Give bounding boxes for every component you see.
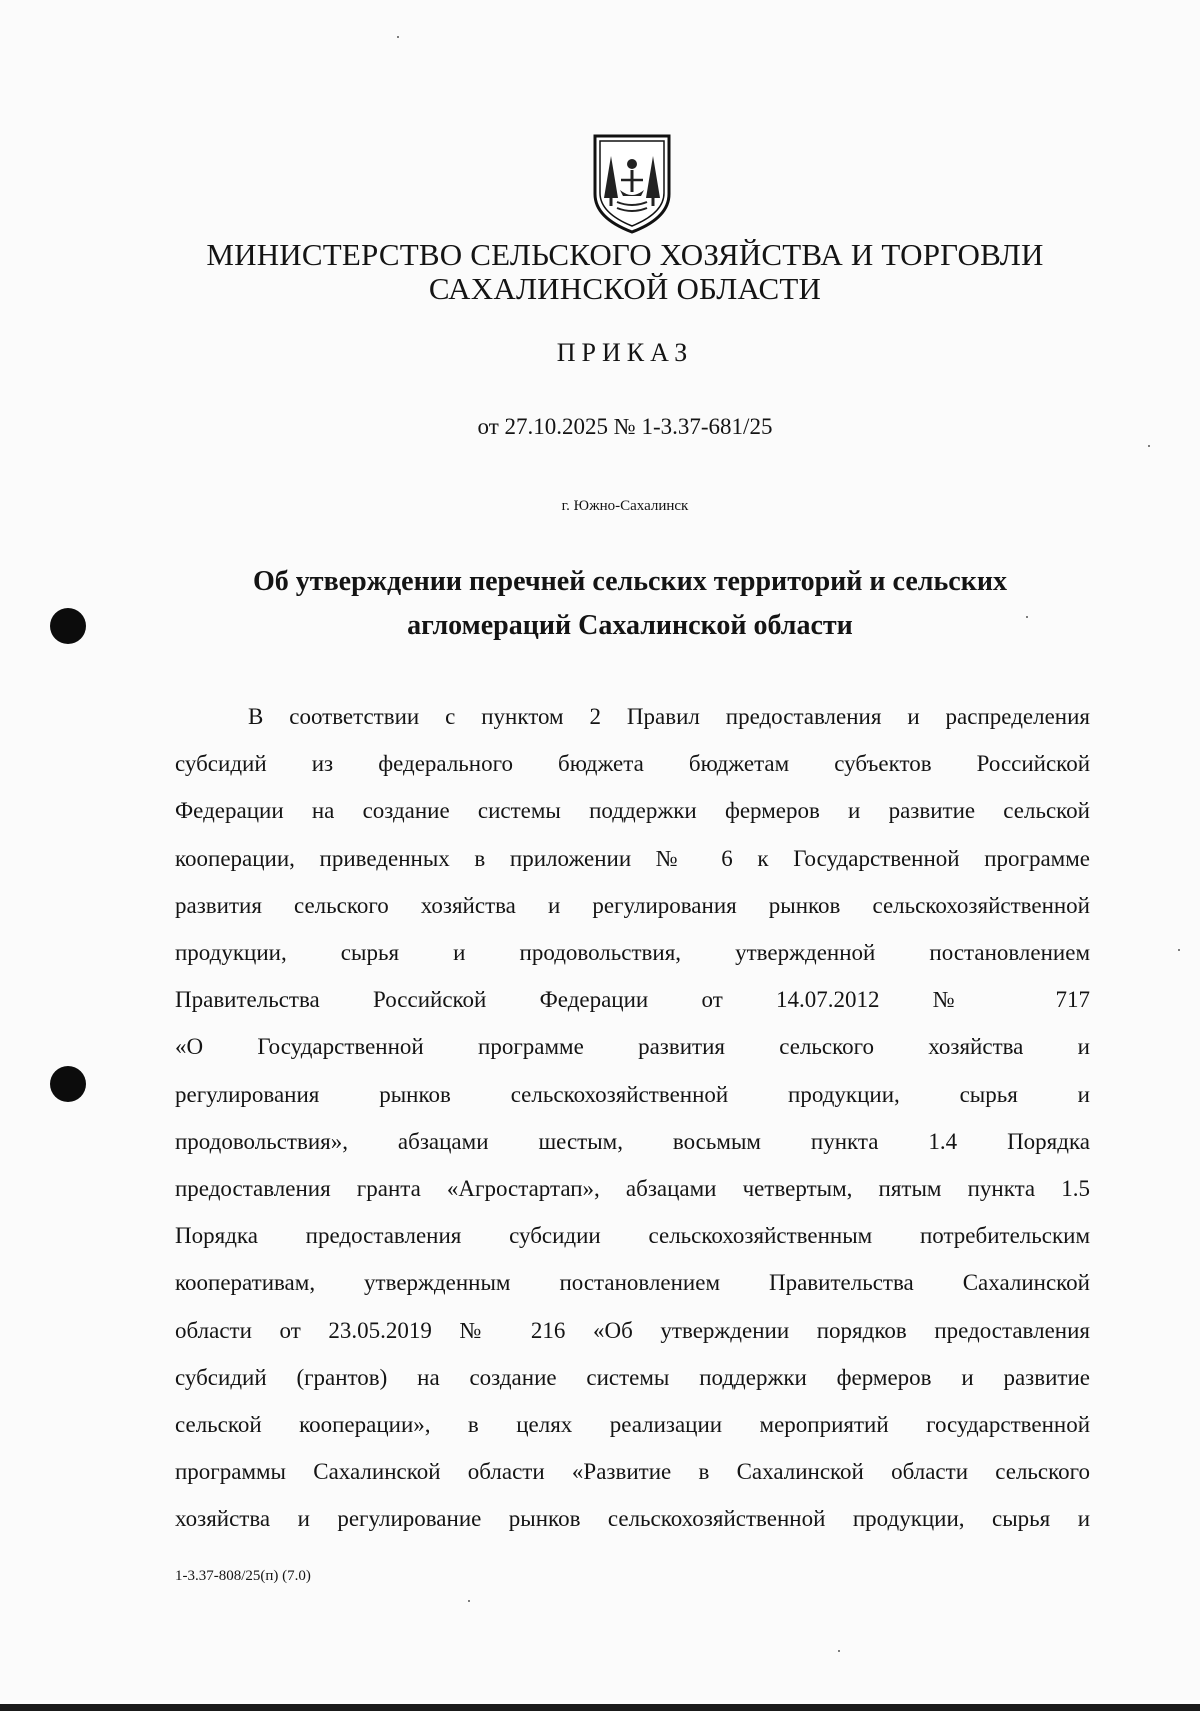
body-line: кооперации, приведенных в приложении № 6 к Государственной программе bbox=[175, 845, 1090, 871]
document-type: ПРИКАЗ bbox=[556, 338, 694, 367]
body-line: продукции, сырья и продовольствия, утвержденной постановлением bbox=[175, 940, 1090, 966]
body-line: Порядка предоставления субсидии сельскохозяйственным потребительским bbox=[175, 1223, 1090, 1249]
city: г. Южно-Сахалинск bbox=[561, 498, 689, 514]
body-line: В соответствии с пунктом 2 Правил предоставления и распределения bbox=[248, 704, 1090, 729]
scan-speck bbox=[838, 1650, 840, 1652]
order-number: от 27.10.2025 № 1-3.37-681/25 bbox=[477, 414, 773, 439]
ministry-line-1: МИНИСТЕРСТВО СЕЛЬСКОГО ХОЗЯЙСТВА И ТОРГОВЛИ bbox=[206, 237, 1044, 272]
body-paragraph bbox=[175, 693, 1090, 1543]
body-line: «О Государственной программе развития сельского хозяйства и bbox=[175, 1034, 1090, 1060]
ministry-name bbox=[150, 238, 1100, 306]
document-title bbox=[175, 560, 1085, 648]
body-line: регулирования рынков сельскохозяйственной продукции, сырья и bbox=[175, 1081, 1090, 1107]
title-line-1: Об утверждении перечней сельских территорий и сельских bbox=[253, 566, 1007, 597]
scan-speck bbox=[1178, 949, 1180, 951]
scan-speck bbox=[1026, 616, 1028, 618]
punch-hole bbox=[50, 1066, 86, 1102]
body-line: субсидий из федерального бюджета бюджетам субъектов Российской bbox=[175, 751, 1090, 777]
body-line: субсидий (грантов) на создание системы поддержки фермеров и развитие bbox=[175, 1364, 1090, 1390]
body-line: Федерации на создание системы поддержки фермеров и развитие сельской bbox=[175, 798, 1090, 824]
coat-of-arms-icon bbox=[589, 132, 675, 236]
body-line: кооперативам, утвержденным постановлением Правительства Сахалинской bbox=[175, 1270, 1090, 1296]
body-line: предоставления гранта «Агростартап», абзацами четвертым, пятым пункта 1.5 bbox=[175, 1176, 1090, 1202]
body-line: продовольствия», абзацами шестым, восьмым пункта 1.4 Порядка bbox=[175, 1128, 1090, 1154]
ministry-line-2: САХАЛИНСКОЙ ОБЛАСТИ bbox=[428, 271, 822, 306]
scan-speck bbox=[1148, 445, 1150, 447]
body-line: области от 23.05.2019 № 216 «Об утверждении порядков предоставления bbox=[175, 1317, 1090, 1343]
body-line: хозяйства и регулирование рынков сельскохозяйственной продукции, сырья и bbox=[175, 1506, 1090, 1532]
punch-hole bbox=[50, 608, 86, 644]
scan-edge bbox=[0, 1704, 1200, 1711]
title-line-2: агломераций Сахалинской области bbox=[407, 610, 853, 641]
scan-speck bbox=[397, 36, 399, 38]
body-line: Правительства Российской Федерации от 14.07.2012 № 717 bbox=[175, 987, 1090, 1013]
scan-speck bbox=[468, 1600, 470, 1602]
body-line: сельской кооперации», в целях реализации мероприятий государственной bbox=[175, 1412, 1090, 1438]
body-line: развития сельского хозяйства и регулирования рынков сельскохозяйственной bbox=[175, 892, 1090, 918]
body-line: программы Сахалинской области «Развитие в Сахалинской области сельского bbox=[175, 1459, 1090, 1485]
document-code: 1-3.37-808/25(п) (7.0) bbox=[175, 1568, 311, 1584]
